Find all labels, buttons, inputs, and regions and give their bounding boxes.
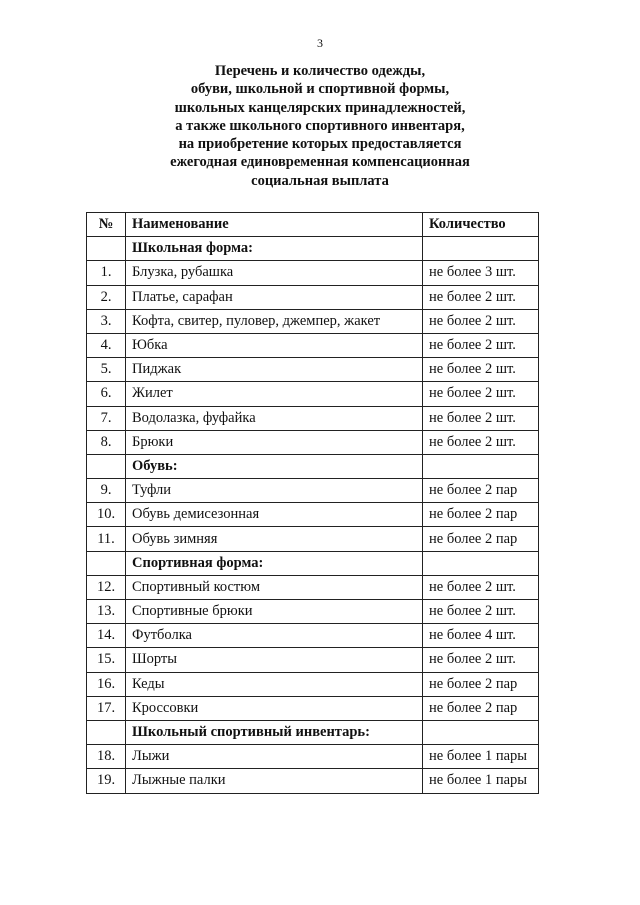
table-row bbox=[87, 575, 539, 599]
section-number-cell bbox=[87, 237, 126, 261]
item-name: Футболка bbox=[126, 624, 423, 648]
table-row bbox=[87, 503, 539, 527]
table-row bbox=[87, 430, 539, 454]
row-number: 11. bbox=[87, 527, 126, 551]
section-quantity-cell bbox=[423, 551, 539, 575]
row-number: 15. bbox=[87, 648, 126, 672]
row-number: 6. bbox=[87, 382, 126, 406]
row-number: 12. bbox=[87, 575, 126, 599]
header-quantity: Количество bbox=[423, 213, 539, 237]
item-name: Юбка bbox=[126, 333, 423, 357]
item-quantity: не более 2 шт. bbox=[423, 285, 539, 309]
table-row bbox=[87, 479, 539, 503]
section-label: Спортивная форма: bbox=[126, 551, 423, 575]
section-label: Обувь: bbox=[126, 454, 423, 478]
section-quantity-cell bbox=[423, 454, 539, 478]
title-line: социальная выплата bbox=[251, 172, 389, 189]
table-row bbox=[87, 406, 539, 430]
section-row bbox=[87, 454, 539, 478]
table-body bbox=[87, 237, 539, 793]
item-quantity: не более 2 шт. bbox=[423, 382, 539, 406]
page-number: 3 bbox=[317, 36, 323, 50]
item-quantity: не более 2 шт. bbox=[423, 430, 539, 454]
table-row bbox=[87, 600, 539, 624]
table-header-row bbox=[87, 213, 539, 237]
table-row bbox=[87, 745, 539, 769]
item-quantity: не более 2 пар bbox=[423, 527, 539, 551]
title-line: на приобретение которых предоставляется bbox=[178, 136, 462, 153]
table-row bbox=[87, 624, 539, 648]
item-name: Кеды bbox=[126, 672, 423, 696]
section-label: Школьный спортивный инвентарь: bbox=[126, 720, 423, 744]
items-table bbox=[86, 212, 539, 794]
item-quantity: не более 2 шт. bbox=[423, 333, 539, 357]
item-quantity: не более 4 шт. bbox=[423, 624, 539, 648]
item-name: Спортивные брюки bbox=[126, 600, 423, 624]
item-name: Кофта, свитер, пуловер, джемпер, жакет bbox=[126, 309, 423, 333]
item-name: Лыжные палки bbox=[126, 769, 423, 793]
item-name: Обувь демисезонная bbox=[126, 503, 423, 527]
section-row bbox=[87, 237, 539, 261]
item-quantity: не более 2 шт. bbox=[423, 406, 539, 430]
item-name: Спортивный костюм bbox=[126, 575, 423, 599]
header-name: Наименование bbox=[126, 213, 423, 237]
item-quantity: не более 2 пар bbox=[423, 672, 539, 696]
section-number-cell bbox=[87, 454, 126, 478]
table-row bbox=[87, 382, 539, 406]
title-line: обуви, школьной и спортивной формы, bbox=[190, 81, 450, 98]
item-quantity: не более 1 пары bbox=[423, 745, 539, 769]
item-name: Блузка, рубашка bbox=[126, 261, 423, 285]
item-name: Кроссовки bbox=[126, 696, 423, 720]
table-row bbox=[87, 648, 539, 672]
table-row bbox=[87, 358, 539, 382]
item-name: Туфли bbox=[126, 479, 423, 503]
table-row bbox=[87, 672, 539, 696]
table-row bbox=[87, 769, 539, 793]
section-label: Школьная форма: bbox=[126, 237, 423, 261]
row-number: 8. bbox=[87, 430, 126, 454]
table-row bbox=[87, 696, 539, 720]
title-line: Перечень и количество одежды, bbox=[214, 63, 426, 79]
item-quantity: не более 3 шт. bbox=[423, 261, 539, 285]
row-number: 10. bbox=[87, 503, 126, 527]
item-quantity: не более 2 шт. bbox=[423, 575, 539, 599]
item-quantity: не более 2 пар bbox=[423, 696, 539, 720]
item-name: Пиджак bbox=[126, 358, 423, 382]
row-number: 13. bbox=[87, 600, 126, 624]
row-number: 16. bbox=[87, 672, 126, 696]
row-number: 9. bbox=[87, 479, 126, 503]
item-quantity: не более 2 шт. bbox=[423, 600, 539, 624]
title-line: школьных канцелярских принадлежностей, bbox=[174, 99, 466, 116]
section-row bbox=[87, 720, 539, 744]
item-name: Брюки bbox=[126, 430, 423, 454]
section-number-cell bbox=[87, 551, 126, 575]
item-quantity: не более 2 шт. bbox=[423, 309, 539, 333]
table-row bbox=[87, 309, 539, 333]
section-row bbox=[87, 551, 539, 575]
table-row bbox=[87, 261, 539, 285]
item-name: Водолазка, фуфайка bbox=[126, 406, 423, 430]
row-number: 5. bbox=[87, 358, 126, 382]
row-number: 19. bbox=[87, 769, 126, 793]
item-name: Платье, сарафан bbox=[126, 285, 423, 309]
table-row bbox=[87, 285, 539, 309]
item-name: Лыжи bbox=[126, 745, 423, 769]
table-row bbox=[87, 333, 539, 357]
item-quantity: не более 2 шт. bbox=[423, 358, 539, 382]
item-quantity: не более 2 пар bbox=[423, 503, 539, 527]
row-number: 17. bbox=[87, 696, 126, 720]
section-number-cell bbox=[87, 720, 126, 744]
title-line: ежегодная единовременная компенсационная bbox=[170, 154, 470, 171]
header-number: № bbox=[87, 213, 126, 237]
table-row bbox=[87, 527, 539, 551]
row-number: 4. bbox=[87, 333, 126, 357]
row-number: 14. bbox=[87, 624, 126, 648]
row-number: 2. bbox=[87, 285, 126, 309]
item-name: Шорты bbox=[126, 648, 423, 672]
row-number: 1. bbox=[87, 261, 126, 285]
section-quantity-cell bbox=[423, 720, 539, 744]
title-line: а также школьного спортивного инвентаря, bbox=[175, 117, 465, 134]
row-number: 3. bbox=[87, 309, 126, 333]
item-name: Жилет bbox=[126, 382, 423, 406]
item-quantity: не более 2 шт. bbox=[423, 648, 539, 672]
item-name: Обувь зимняя bbox=[126, 527, 423, 551]
row-number: 7. bbox=[87, 406, 126, 430]
row-number: 18. bbox=[87, 745, 126, 769]
item-quantity: не более 1 пары bbox=[423, 769, 539, 793]
document-title bbox=[100, 62, 540, 190]
section-quantity-cell bbox=[423, 237, 539, 261]
item-quantity: не более 2 пар bbox=[423, 479, 539, 503]
